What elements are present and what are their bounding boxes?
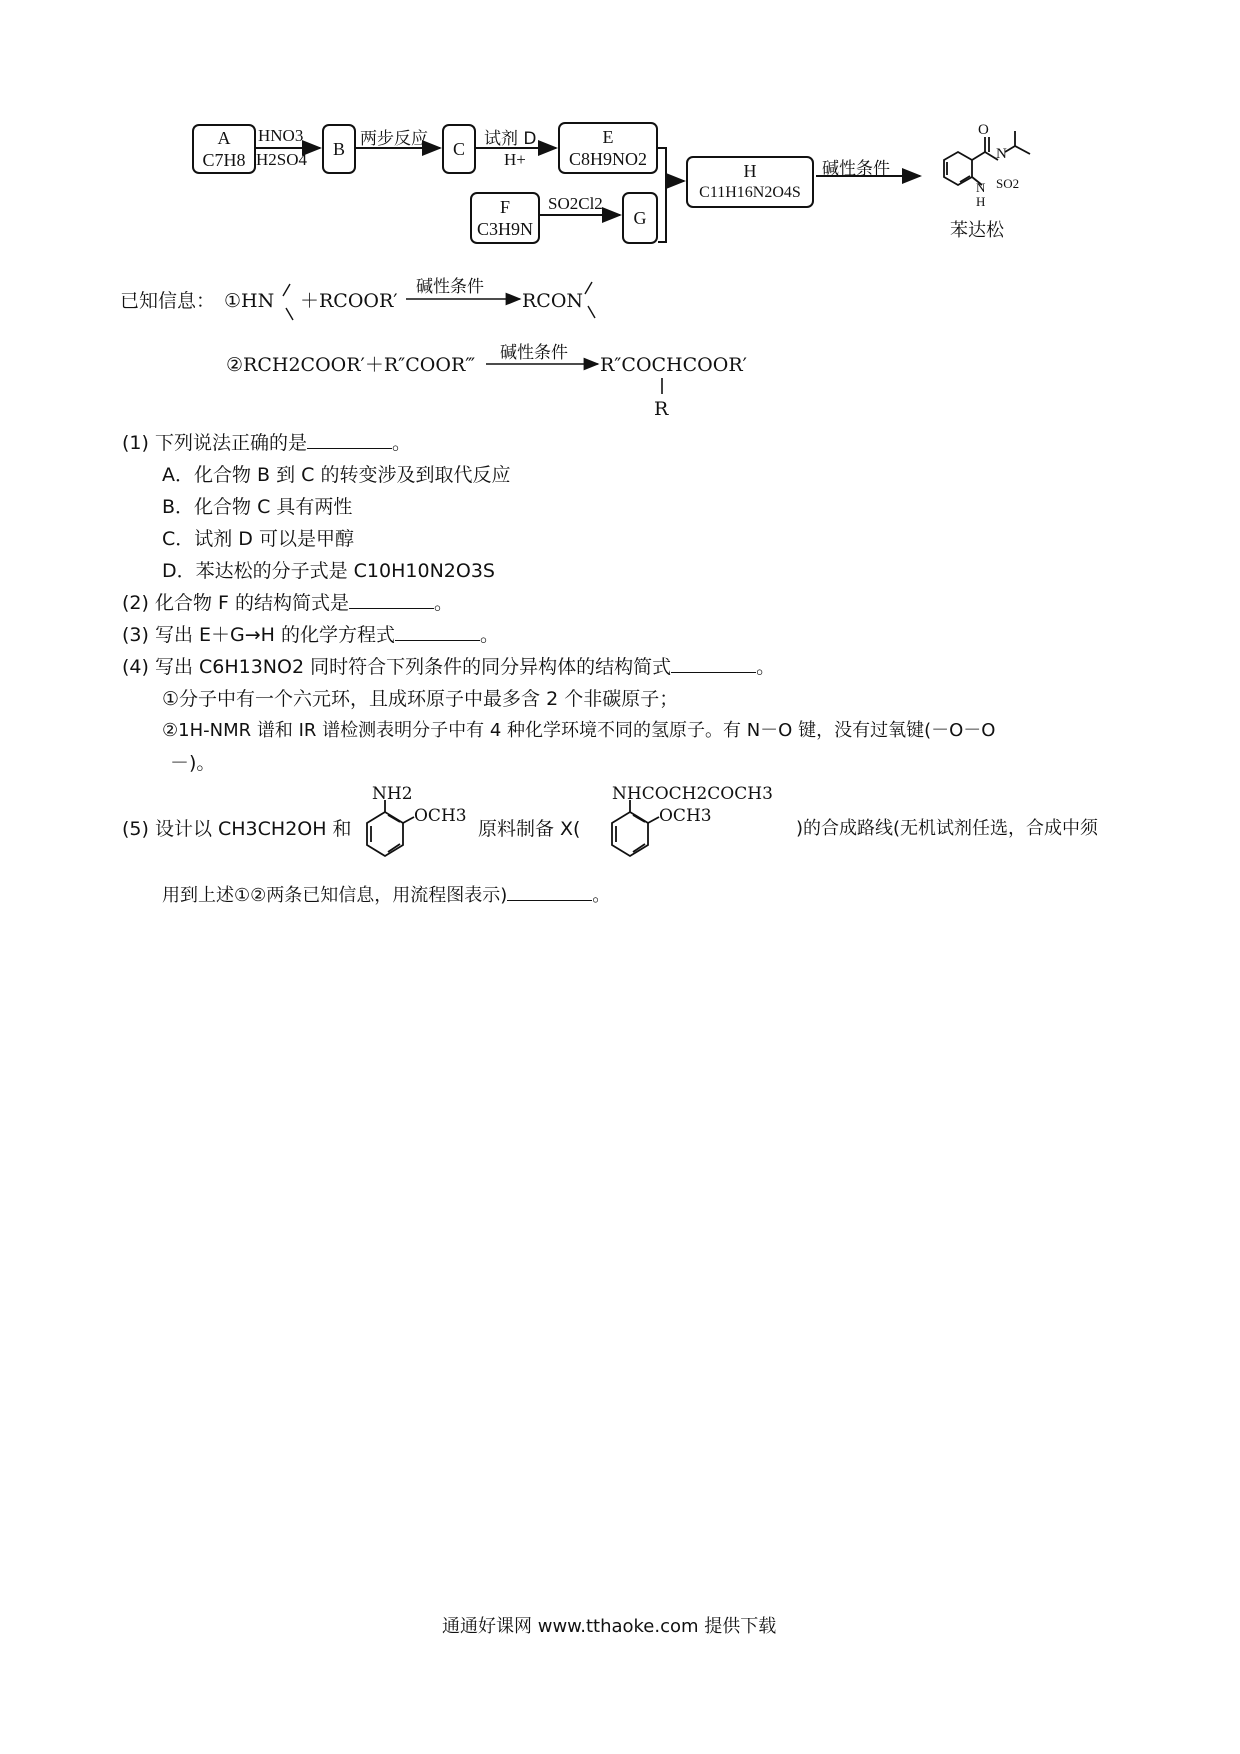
- bentazon-n1: N: [996, 146, 1007, 162]
- reagent-h-plus: H+: [504, 150, 526, 169]
- question-1: (1) 下列说法正确的是 。: [122, 428, 411, 458]
- known-r2-left: ②RCH2COOR′＋R″COOR‴: [226, 354, 476, 376]
- question-4-condition-2: ②1H-NMR 谱和 IR 谱检测表明分子中有 4 种化学环境不同的氢原子。有 N－O 键，没有过氧键(－O－O: [162, 720, 996, 741]
- question-4-condition-1: ①分子中有一个六元环，且成环原子中最多含 2 个非碳原子；: [162, 688, 679, 710]
- option-c: C．试剂 D 可以是甲醇: [162, 528, 354, 550]
- reagent-h2so4: H2SO4: [256, 150, 308, 169]
- known-r1-product: RCON: [522, 290, 584, 312]
- compound-b-box: [322, 124, 356, 174]
- answer-blank-5[interactable]: [507, 880, 592, 901]
- compound-b-name: B: [332, 139, 345, 159]
- aniline-nh2: NH2: [372, 784, 413, 804]
- compound-h-name: H: [743, 161, 757, 181]
- compound-e-name: E: [602, 127, 614, 147]
- answer-blank-3[interactable]: [395, 620, 480, 641]
- compound-h-box: [686, 156, 814, 208]
- compound-c-name: C: [452, 139, 465, 159]
- question-5-part-c: )的合成路线(无机试剂任选，合成中须: [796, 818, 1099, 839]
- reagent-d: 试剂 D: [484, 129, 537, 149]
- reagent-so2cl2: SO2Cl2: [548, 194, 603, 213]
- aniline-och3: OCH3: [414, 806, 467, 826]
- question-3: (3) 写出 E＋G→H 的化学方程式 。: [122, 620, 499, 650]
- compound-a-name: A: [217, 128, 231, 148]
- footer-text: 通通好课网 www.tthaoke.com 提供下载: [442, 1616, 777, 1637]
- reagent-two-step: 两步反应: [360, 129, 428, 149]
- question-5-part-a: (5) 设计以 CH3CH2OH 和: [122, 818, 352, 840]
- compound-f-box: [470, 192, 540, 244]
- question-4-condition-2b: －)。: [170, 752, 216, 774]
- compound-g-box: [622, 192, 658, 244]
- question-4: (4) 写出 C6H13NO2 同时符合下列条件的同分异构体的结构简式 。: [122, 652, 775, 682]
- answer-blank-4[interactable]: [671, 652, 756, 673]
- compound-g-name: G: [633, 208, 647, 228]
- option-b: B．化合物 C 具有两性: [162, 496, 353, 518]
- bentazon-o: O: [978, 122, 989, 138]
- option-a: A．化合物 B 到 C 的转变涉及到取代反应: [162, 464, 511, 486]
- answer-blank-1[interactable]: [307, 428, 392, 449]
- answer-blank-2[interactable]: [349, 588, 434, 609]
- arrow-merge: [658, 148, 666, 242]
- bentazon-name: 苯达松: [950, 220, 1004, 241]
- compound-e-formula: C8H9NO2: [568, 149, 647, 169]
- known-r1-cond: 碱性条件: [416, 277, 484, 297]
- benzene-ring-aniline: [367, 800, 414, 856]
- known-r1-mid: ＋RCOOR′: [300, 290, 398, 312]
- bentazon-so2: SO2: [996, 176, 1020, 191]
- compound-h-formula: C11H16N2O4S: [699, 184, 801, 201]
- x-och3: OCH3: [659, 806, 712, 826]
- known-r2-sub: R: [654, 398, 669, 420]
- known-r1-left: ①HN: [224, 290, 275, 312]
- compound-f-name: F: [499, 197, 510, 217]
- question-2: (2) 化合物 F 的结构简式是 。: [122, 588, 453, 618]
- compound-a-box: [192, 124, 256, 174]
- option-d: D．苯达松的分子式是 C10H10N2O3S: [162, 560, 495, 582]
- known-info-label: 已知信息：: [120, 290, 216, 312]
- bentazon-n2: N: [976, 180, 986, 195]
- compound-c-box: [442, 124, 476, 174]
- question-5-part-d: 用到上述①②两条已知信息，用流程图表示) 。: [162, 880, 610, 911]
- reagent-basic: 碱性条件: [822, 159, 890, 179]
- benzene-ring-x: [612, 800, 659, 856]
- known-r2-cond: 碱性条件: [500, 343, 568, 363]
- compound-e-box: [558, 122, 658, 174]
- reagent-hno3: HNO3: [258, 126, 304, 145]
- question-5-part-b: 原料制备 X(: [478, 818, 581, 840]
- bentazon-h: H: [976, 194, 986, 209]
- compound-a-formula: C7H8: [202, 150, 246, 170]
- known-r2-product: R″COCHCOOR′: [600, 354, 747, 376]
- x-nhcoch2coch3: NHCOCH2COCH3: [612, 784, 773, 804]
- compound-f-formula: C3H9N: [476, 219, 533, 239]
